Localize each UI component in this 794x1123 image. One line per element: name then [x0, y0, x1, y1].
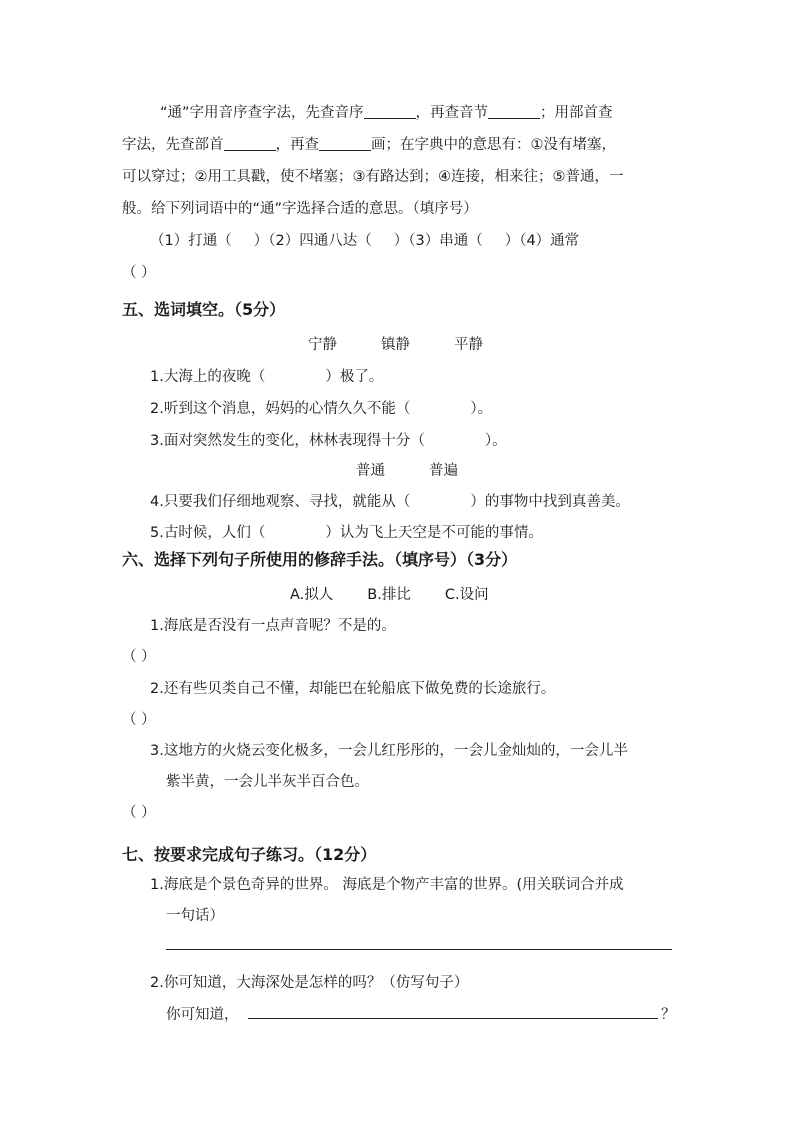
- word-bank-2: 普通 普遍: [356, 463, 458, 479]
- item-datong: （1）打通（: [150, 233, 232, 249]
- section-7-heading: 七、按要求完成句子练习。（12分）: [122, 845, 377, 864]
- s5-q2: 2.听到这个消息，妈妈的心情久久不能（ ）。: [150, 401, 493, 417]
- section-5-heading: 五、选词填空。（5分）: [122, 300, 286, 319]
- s7-q2-answer-line[interactable]: [248, 1018, 658, 1019]
- s4-line-4: 般。给下列词语中的“通”字选择合适的意思。（填序号）: [122, 201, 478, 217]
- s5-q4: 4.只要我们仔细地观察、寻找，就能从（ ）的事物中找到真善美。: [150, 494, 630, 510]
- s6-q2-answer[interactable]: （ ）: [122, 712, 156, 728]
- section-6-heading: 六、选择下列句子所使用的修辞手法。（填序号）（3分）: [122, 550, 518, 569]
- s7-q2-suffix: ？: [661, 1007, 676, 1023]
- s6-q3-line1: 3.这地方的火烧云变化极多，一会儿红彤彤的，一会儿金灿灿的，一会儿半: [150, 743, 628, 759]
- s7-q1-line1: 1.海底是个景色奇异的世界。 海底是个物产丰富的世界。(用关联词合并成: [150, 877, 624, 893]
- s6-q1-answer[interactable]: （ ）: [122, 649, 156, 665]
- s6-q1: 1.海底是否没有一点声音呢？不是的。: [150, 618, 396, 634]
- item-sitong: ）（2）四通八达（: [253, 233, 372, 249]
- blank-yinjie[interactable]: [488, 104, 540, 119]
- rhetoric-options: A.拟人 B.排比 C.设问: [290, 587, 489, 603]
- s5-q5: 5.古时候，人们（ ）认为飞上天空是不可能的事情。: [150, 525, 543, 541]
- s4-line-3: 可以穿过；②用工具戳，使不堵塞；③有路达到；④连接，相来往；⑤普通，一: [122, 169, 624, 185]
- s7-q2-prefix: 你可知道，: [166, 1007, 239, 1023]
- s5-q3: 3.面对突然发生的变化，林林表现得十分（ ）。: [150, 433, 507, 449]
- s4-line-1: “通”字用音序查字法，先查音序 ，再查音节 ；用部首查: [160, 105, 613, 121]
- blank-yinxu[interactable]: [364, 104, 416, 119]
- s4-line-6: （ ）: [122, 265, 156, 281]
- item-chuantong: ）（3）串通（: [393, 233, 483, 249]
- s7-q1-answer-line[interactable]: [166, 949, 672, 950]
- s4-items: [150, 229, 579, 250]
- s6-q3-line2: 紫半黄，一会儿半灰半百合色。: [166, 774, 369, 790]
- s7-q2: 2.你可知道，大海深处是怎样的吗？（仿写句子）: [150, 975, 469, 991]
- blank-bushou[interactable]: [224, 136, 276, 151]
- s6-q2: 2.还有些贝类自己不懂，却能巴在轮船底下做免费的长途旅行。: [150, 681, 556, 697]
- word-bank-1: 宁静 镇静 平静: [308, 337, 483, 353]
- s5-q1: 1.大海上的夜晚（ ）极了。: [150, 369, 384, 385]
- s7-q1-line2: 一句话）: [166, 908, 224, 924]
- item-tongchang: ）（4）通常: [504, 233, 580, 249]
- s4-line-2: 字法，先查部首 ，再查 画；在字典中的意思有：①没有堵塞，: [122, 137, 616, 153]
- blank-bihua[interactable]: [319, 136, 371, 151]
- s6-q3-answer[interactable]: （ ）: [122, 805, 156, 821]
